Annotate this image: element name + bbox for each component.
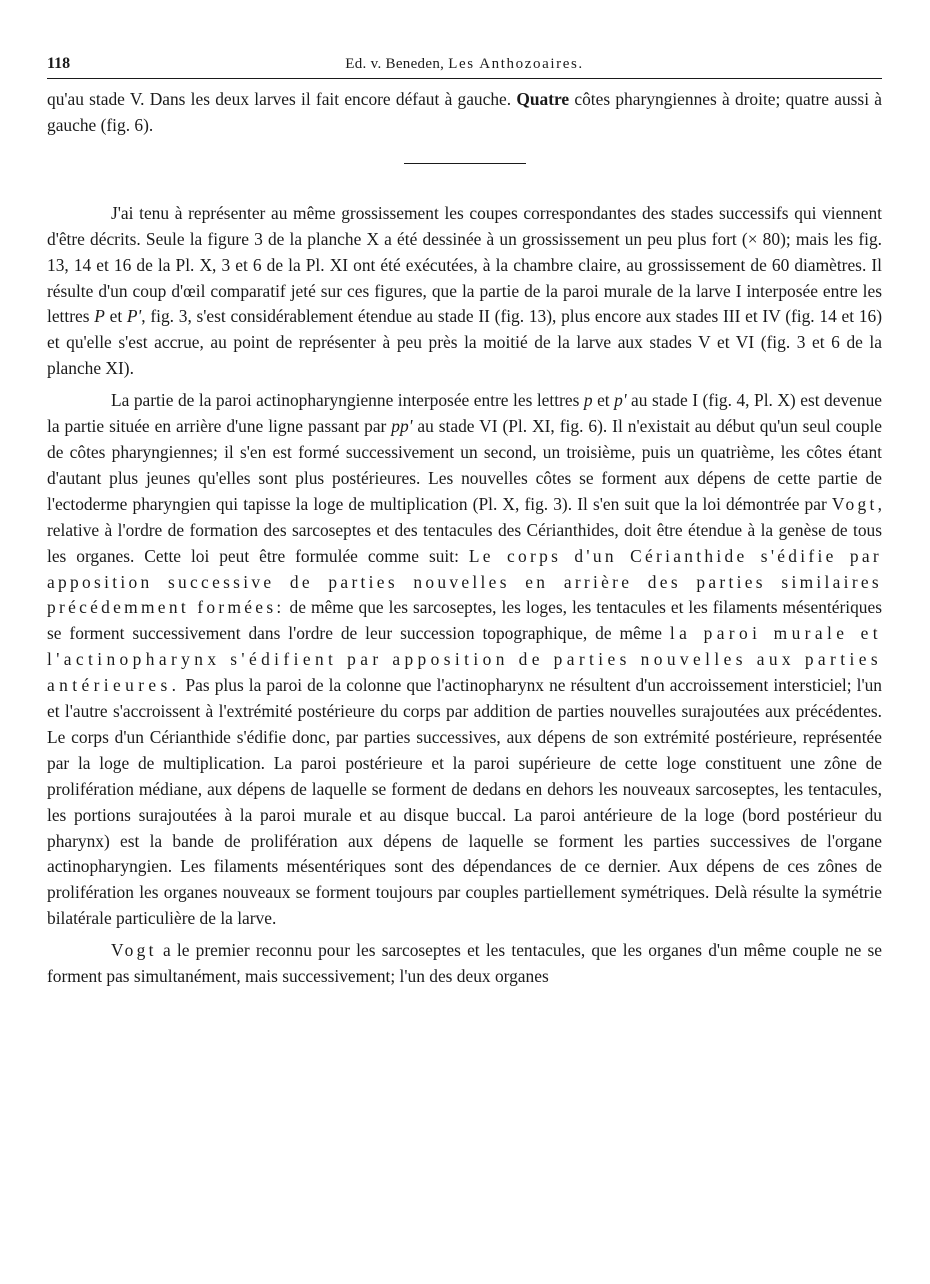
body-text <box>47 87 882 990</box>
text-span: et <box>592 390 615 411</box>
section-divider <box>404 163 526 164</box>
text-span: côtes pharyngiennes à droite; quatre aussi à gauche (fig. 6). <box>47 89 882 135</box>
author-name-spaced: Vogt <box>111 940 157 961</box>
text-span: La partie de la paroi actinopharyngienne interposée entre les lettres <box>111 390 584 411</box>
page <box>47 52 882 990</box>
text-span: , fig. 3, s'est considérablement étendue au stade II (fig. 13), plus encore aux stades III et IV (fig. 14 et 16) et qu'elle s'est accrue, au point de représenter à peu près la moitié de la larve aux stades V et VI (fig. 3 et 6 de la planche XI). <box>47 306 883 379</box>
italic-letter: P <box>94 306 105 327</box>
header-author: Ed. v. Beneden, <box>345 56 445 72</box>
paragraph-1 <box>47 87 882 139</box>
bold-word: Quatre <box>516 89 570 109</box>
paragraph-2 <box>47 201 882 382</box>
text-span: a le premier reconnu pour les sarcoseptes et les tentacules, que les organes d'un même couple ne se forment pas simultanément, mais successivement; l'un des deux organes <box>47 940 882 987</box>
text-span: , relative à l'ordre de formation des sarcoseptes et des tentacules des Cérianthides, doit être étendue à la genèse de tous les organes. Cette loi peut être formulée comme suit: <box>47 493 882 566</box>
paragraph-4 <box>47 938 882 990</box>
header-rule <box>47 78 882 79</box>
text-span: Pas plus la paroi de la colonne que l'actinopharynx ne résultent d'un accroissement intersticiel; l'un et l'autre s'accroissent à l'extrémité postérieure du corps par addition de parties nouvelles surajoutées aux précédentes. Le corps d'un Cérianthide s'édifie donc, par parties successives, aux dépens de son extrémité postérieure, représentée par la loge de multiplication. La paroi postérieure et la paroi supérieure de cette loge constituent une zône de prolifération médiane, aux dépens de laquelle se forment de dedans en dehors les nouveaux sarcoseptes, les tentacules, les portions surajoutées à la paroi murale et au disque buccal. La paroi antérieure de la loge (bord postérieur du pharynx) est la bande de prolifération aux dépens de laquelle se forment les parties successives de l'organe actinopharyngien. Les filaments mésentériques sont des dépendances de ce dernier. Aux dépens de ces zônes de prolifération les organes nouveaux se forment toujours par couples partiellement symétriques. Delà résulte la symétrie bilatérale particulière de la larve. <box>47 675 882 929</box>
italic-letter: p <box>583 390 593 411</box>
text-span: au stade VI (Pl. XI, fig. 6). Il n'existait au début qu'un seul couple de côtes pharyngiennes; il s'en est formé successivement un second, un troisième, puis un quatrième, les côtes étant d'autant plus jeunes qu'elles sont plus postérieures. Les nouvelles côtes se forment aux dépens de cette partie de l'ectoderme pharyngien qui tapisse la loge de multiplication (Pl. X, fig. 3). Il s'en suit que la loi démontrée par <box>47 416 882 514</box>
page-number: 118 <box>47 55 71 72</box>
text-span: J'ai tenu à représenter au même grossissement les coupes correspondantes des stades successifs qui viennent d'être décrits. Seule la figure 3 de la planche X a été dessinée à un grossissement un peu plus fort (× 80); mais les fig. 13, 14 et 16 de la Pl. X, 3 et 6 de la Pl. XI ont été exécutées, à la chambre claire, au grossissement de 60 diamètres. Il résulte d'un coup d'œil comparatif jeté sur ces figures, que la partie de la paroi murale de la larve I interposée entre les lettres <box>47 202 882 327</box>
paragraph-3 <box>47 388 882 932</box>
running-title <box>47 52 882 76</box>
italic-letter: p' <box>614 390 627 411</box>
text-span: au stade I (fig. 4, Pl. X) est devenue la partie située en arrière d'une ligne passant par <box>47 390 882 437</box>
emphasis-spaced: la paroi murale et l'actinopharynx s'édifient par apposition de parties nouvelles aux parties antérieures. <box>47 623 883 696</box>
author-name-spaced: Vogt <box>831 493 878 514</box>
italic-letter: pp' <box>391 416 413 437</box>
header-title: Les Anthozoaires. <box>448 56 584 72</box>
text-span: et <box>104 306 127 327</box>
italic-letter: P' <box>126 306 142 327</box>
running-head <box>47 52 882 76</box>
emphasis-spaced: Le corps d'un Cérianthide s'édifie par apposition successive de parties nouvelles en arrière des parties similaires précédemment formées: <box>47 545 882 618</box>
text-span: qu'au stade V. Dans les deux larves il fait encore défaut à gauche. <box>47 89 517 109</box>
text-span: de même que les sarcoseptes, les loges, les tentacules et les filaments mésentériques se forment successivement dans l'ordre de leur succession topographique, de même <box>47 597 882 644</box>
